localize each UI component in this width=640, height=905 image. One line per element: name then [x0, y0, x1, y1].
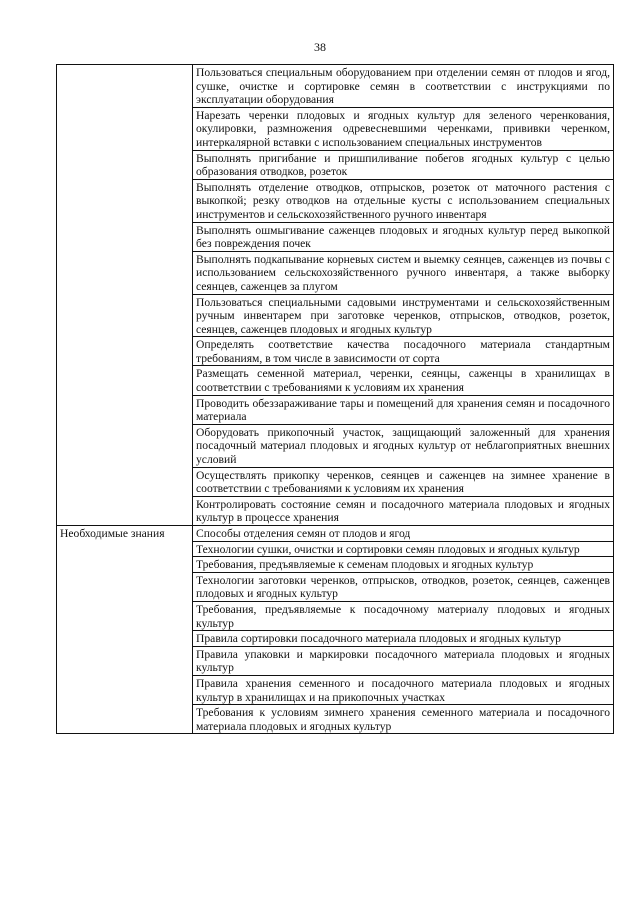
table-row — [57, 65, 614, 108]
skill-item: Выполнять отделение отводков, отпрысков, розеток от маточного растения с выкопкой; резку отводков на отдельные кусты с использованием специальных инструментов и сельскохозяйственного ручного инвентаря — [193, 179, 614, 222]
page-number: 38 — [314, 40, 326, 54]
knowledge-item: Правила упаковки и маркировки посадочного материала плодовых и ягодных культур — [193, 646, 614, 675]
skill-item: Выполнять ошмыгивание саженцев плодовых и ягодных культур перед выкопкой без повреждения почек — [193, 222, 614, 251]
knowledge-item: Требования к условиям зимнего хранения семенного материала и посадочного материала плодовых и ягодных культур — [193, 705, 614, 734]
skill-item: Контролировать состояние семян и посадочного материала плодовых и ягодных культур в процессе хранения — [193, 496, 614, 525]
knowledge-item: Правила хранения семенного и посадочного материала плодовых и ягодных культур в хранилищах и на прикопочных участках — [193, 675, 614, 704]
skill-item: Определять соответствие качества посадочного материала стандартным требованиям, в том числе в зависимости от сорта — [193, 337, 614, 366]
requirements-table-body — [57, 65, 614, 734]
skill-item: Пользоваться специальным оборудованием при отделении семян от плодов и ягод, сушке, очистке и сортировке семян в соответствии с инструкциями по эксплуатации оборудования — [193, 65, 614, 108]
knowledge-item: Технологии сушки, очистки и сортировки семян плодовых и ягодных культур — [193, 541, 614, 557]
skill-item: Проводить обеззараживание тары и помещений для хранения семян и посадочного материала — [193, 395, 614, 424]
requirements-table — [56, 64, 614, 734]
skill-item: Выполнять подкапывание корневых систем и выемку сеянцев, саженцев из почвы с использованием сельскохозяйственного ручного инвентаря, а также выборку сеянцев, саженцев за плугом — [193, 251, 614, 294]
skills-label-cell — [57, 65, 193, 526]
skill-item: Размещать семенной материал, черенки, сеянцы, саженцы в хранилищах в соответствии с требованиями к условиям их хранения — [193, 366, 614, 395]
table-row — [57, 526, 614, 542]
knowledge-item: Технологии заготовки черенков, отпрысков, отводков, розеток, сеянцев, саженцев плодовых и ягодных культур — [193, 572, 614, 601]
knowledge-item: Способы отделения семян от плодов и ягод — [193, 526, 614, 542]
skill-item: Нарезать черенки плодовых и ягодных культур для зеленого черенкования, окулировки, размножения одревесневшими черенками, прививки черенком, интеркалярной вставки с использованием специальных инструментов — [193, 107, 614, 150]
knowledge-item: Требования, предъявляемые к посадочному материалу плодовых и ягодных культур — [193, 601, 614, 630]
skill-item: Пользоваться специальными садовыми инструментами и сельскохозяйственным ручным инвентарем при заготовке черенков, отпрысков, отводков, розеток, сеянцев, саженцев плодовых и ягодных культур — [193, 294, 614, 337]
knowledge-label-cell: Необходимые знания — [57, 526, 193, 734]
skill-item: Осуществлять прикопку черенков, сеянцев и саженцев на зимнее хранение в соответствии с требованиями к условиям их хранения — [193, 467, 614, 496]
knowledge-item: Требования, предъявляемые к семенам плодовых и ягодных культур — [193, 557, 614, 573]
skill-item: Выполнять пригибание и пришпиливание побегов ягодных культур с целью образования отводков, розеток — [193, 150, 614, 179]
skill-item: Оборудовать прикопочный участок, защищающий заложенный для хранения посадочный материал плодовых и ягодных культур от неблагоприятных внешних условий — [193, 424, 614, 467]
knowledge-item: Правила сортировки посадочного материала плодовых и ягодных культур — [193, 631, 614, 647]
